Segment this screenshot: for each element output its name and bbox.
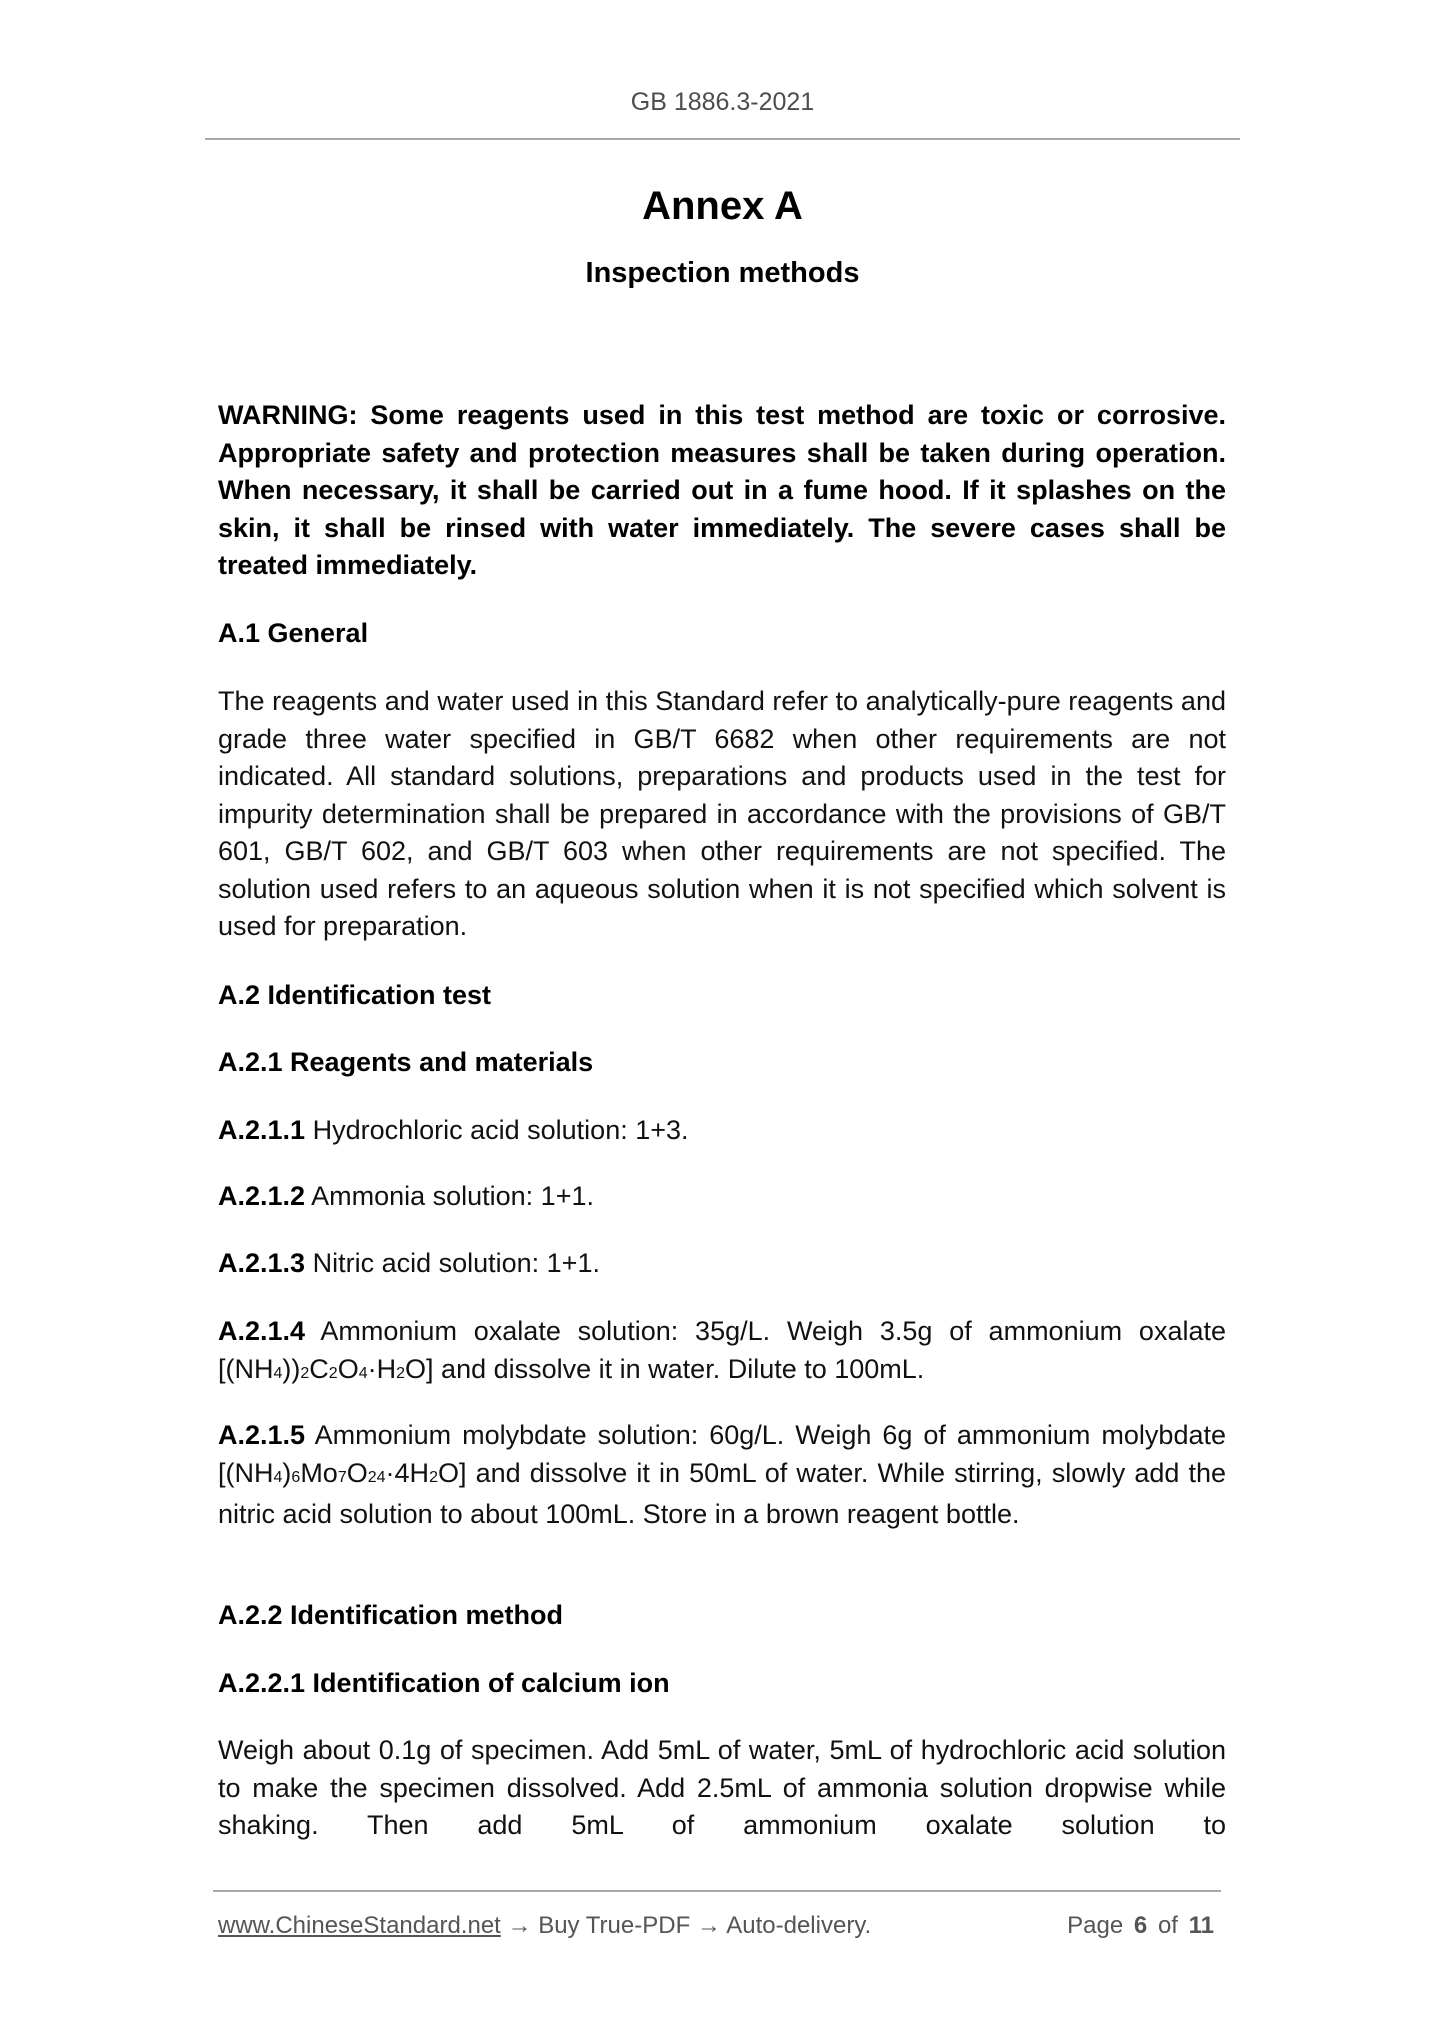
annex-title: Annex A <box>642 184 803 228</box>
page-current: 6 <box>1133 1912 1148 1939</box>
clause-text-after: and dissolve it in water. Dilute to 100mL. <box>433 1353 925 1384</box>
clause-number: A.2.1.3 <box>218 1248 306 1278</box>
clause-number: A.2.1.2 <box>218 1181 306 1211</box>
clause-text-after: and dissolve it in 50mL of water. While stirring, slowly add the nitric acid solution to about 100mL. Store in a brown reagent bottle. <box>218 1457 1226 1529</box>
clause-a214 <box>218 1313 1226 1392</box>
chemical-formula-ammonium-molybdate: [(NH4)6Mo7O24·4H2O] <box>218 1457 467 1488</box>
clause-text-before: Ammonium oxalate solution: 35g/L. Weigh 3.5g of ammonium oxalate <box>320 1316 1226 1346</box>
clause-number: A.2.1.5 <box>218 1420 306 1450</box>
header-divider <box>205 138 1240 140</box>
arrow-right-icon: → <box>696 1912 721 1939</box>
page-total: 11 <box>1188 1912 1214 1939</box>
footer-buy-text: Buy True-PDF <box>538 1912 691 1939</box>
heading-a2: A.2 Identification test <box>218 980 492 1010</box>
heading-a1: A.1 General <box>218 618 369 648</box>
page-indicator <box>1067 1911 1214 1941</box>
page-of-label: of <box>1157 1912 1178 1939</box>
clause-a212 <box>218 1178 1226 1216</box>
running-header-doc-id: GB 1886.3-2021 <box>630 88 815 116</box>
clause-a215 <box>218 1417 1226 1534</box>
heading-a21: A.2.1 Reagents and materials <box>218 1047 594 1077</box>
clause-a211 <box>218 1112 1226 1150</box>
chemical-formula-ammonium-oxalate: [(NH4))2C2O4·H2O] <box>218 1353 434 1384</box>
footer-delivery-text: Auto-delivery. <box>726 1912 872 1939</box>
heading-a221: A.2.2.1 Identification of calcium ion <box>218 1668 670 1698</box>
clause-text: Hydrochloric acid solution: 1+3. <box>312 1115 689 1145</box>
arrow-right-icon: → <box>507 1912 532 1939</box>
page-label: Page <box>1067 1912 1124 1939</box>
footer-promo <box>218 1911 871 1941</box>
clause-number: A.2.1.4 <box>218 1316 306 1346</box>
clause-text-before: Ammonium molybdate solution: 60g/L. Weigh 6g of ammonium molybdate <box>314 1420 1226 1450</box>
clause-number: A.2.1.1 <box>218 1115 306 1145</box>
page-footer <box>218 1911 1214 1941</box>
paragraph-a221: Weigh about 0.1g of specimen. Add 5mL of water, 5mL of hydrochloric acid solution to make the specimen dissolved. Add 2.5mL of ammonia solution dropwise while shaking. Then add 5mL of ammonium oxalate solution to <box>218 1735 1226 1840</box>
website-link[interactable]: www.ChineseStandard.net <box>218 1912 501 1939</box>
heading-a22: A.2.2 Identification method <box>218 1600 564 1630</box>
annex-subtitle: Inspection methods <box>585 257 860 289</box>
footer-divider <box>213 1890 1221 1892</box>
warning-paragraph: WARNING: Some reagents used in this test method are toxic or corrosive. Appropriate safety and protection measures shall be taken during operation. When necessary, it shall be carried out in a fume hood. If it splashes on the skin, it shall be rinsed with water immediately. The severe cases shall be treated immediately. <box>218 400 1226 580</box>
clause-text: Ammonia solution: 1+1. <box>311 1181 594 1211</box>
clause-a213 <box>218 1245 1226 1283</box>
paragraph-a1: The reagents and water used in this Standard refer to analytically-pure reagents and grade three water specified in GB/T 6682 when other requirements are not indicated. All standard solutions, preparations and products used in the test for impurity determination shall be prepared in accordance with the provisions of GB/T 601, GB/T 602, and GB/T 603 when other requirements are not specified. The solution used refers to an aqueous solution when it is not specified which solvent is used for preparation. <box>218 686 1226 941</box>
clause-text: Nitric acid solution: 1+1. <box>312 1248 600 1278</box>
